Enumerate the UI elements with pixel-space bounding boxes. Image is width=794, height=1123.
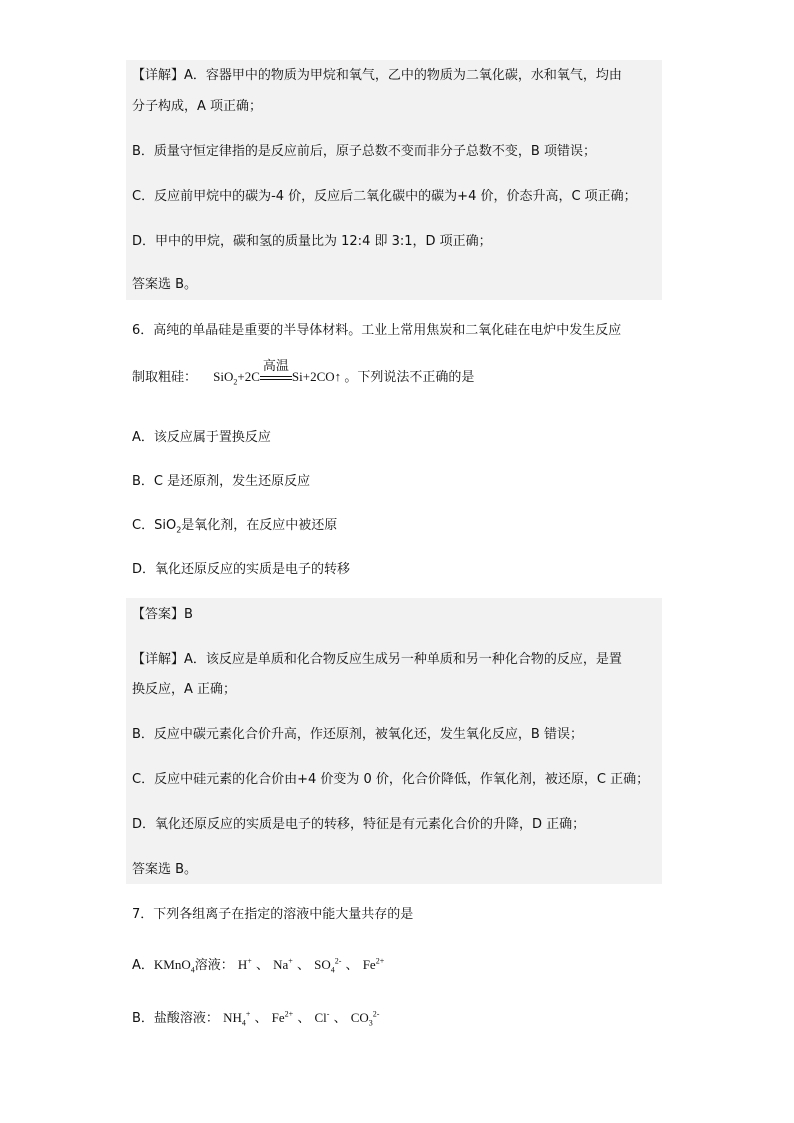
answer6-option-b: B．反应中碳元素化合价升高，作还原剂，被氧化还，发生氧化反应，B 错误； bbox=[132, 727, 583, 742]
q6-reactant-sub: 2 bbox=[233, 377, 238, 387]
ion-cl bbox=[314, 1010, 329, 1025]
ion-so4-sub: 4 bbox=[330, 965, 335, 975]
answer6-line1: 【详解】A．该反应是单质和化合物反应生成另一种单质和另一种化合物的反应，是置 bbox=[132, 652, 622, 667]
answer6-option-d: D．氧化还原反应的实质是电子的转移，特征是有元素化合价的升降，D 正确； bbox=[132, 817, 586, 832]
q7-option-b-label: B．盐酸溶液： bbox=[132, 1011, 219, 1026]
ion-na bbox=[273, 957, 293, 972]
q6-stem-line2 bbox=[132, 358, 475, 388]
q6-option-b: B．C 是还原剂，发生还原反应 bbox=[132, 474, 311, 489]
ion-fe-charge: 2+ bbox=[375, 956, 385, 966]
separator: 、 bbox=[255, 958, 269, 973]
q7-reagent: KMnO bbox=[153, 957, 191, 972]
ion-so4-charge: 2- bbox=[334, 956, 342, 966]
ion-h bbox=[238, 957, 252, 972]
answer6-key: 【答案】B bbox=[132, 607, 193, 622]
q6-reactant: SiO bbox=[213, 369, 234, 384]
explain1-option-d: D．甲中的甲烷，碳和氢的质量比为 12:4 即 3:1，D 项正确； bbox=[132, 234, 492, 249]
q6-option-d: D．氧化还原反应的实质是电子的转移 bbox=[132, 562, 351, 577]
q7-option-a-label: A． bbox=[132, 958, 154, 973]
ion-fe2-charge: 2+ bbox=[284, 1009, 294, 1019]
q6-option-a: A．该反应属于置换反应 bbox=[132, 430, 271, 445]
separator: 、 bbox=[296, 958, 310, 973]
ion-so4 bbox=[314, 956, 342, 975]
ion-fe-symbol: Fe bbox=[362, 957, 376, 972]
explain1-answer: 答案选 B。 bbox=[132, 277, 198, 292]
ion-h-symbol: H bbox=[237, 957, 248, 972]
separator: 、 bbox=[345, 958, 359, 973]
ion-co3-charge: 2- bbox=[372, 1009, 380, 1019]
ion-cl-charge: - bbox=[326, 1009, 330, 1019]
ion-nh4-symbol: NH bbox=[223, 1010, 242, 1025]
ion-co3 bbox=[350, 1009, 380, 1028]
explain1-option-b: B．质量守恒定律指的是反应前后，原子总数不变而非分子总数不变，B 项错误； bbox=[132, 144, 596, 159]
ion-co3-sub: 3 bbox=[368, 1018, 373, 1028]
separator: 、 bbox=[254, 1011, 268, 1026]
ion-fe bbox=[363, 957, 385, 972]
ion-cl-symbol: Cl bbox=[314, 1010, 327, 1025]
q6-option-c-sub: 2 bbox=[176, 525, 182, 535]
q6-option-c bbox=[132, 516, 337, 536]
explain1-option-c: C．反应前甲烷中的碳为-4 价，反应后二氧化碳中的碳为+4 价，价态升高，C 项正确； bbox=[132, 189, 637, 204]
separator: 、 bbox=[297, 1011, 311, 1026]
ion-so4-symbol: SO bbox=[314, 957, 331, 972]
q7-stem: 7．下列各组离子在指定的溶液中能大量共存的是 bbox=[132, 907, 414, 922]
q7-reagent-sub: 4 bbox=[190, 965, 195, 975]
separator: 、 bbox=[333, 1011, 347, 1026]
answer6-line2: 换反应，A 正确； bbox=[132, 682, 237, 697]
explain1-line2: 分子构成，A 项正确； bbox=[132, 99, 263, 114]
q6-equation bbox=[213, 358, 344, 387]
q6-products: Si+2CO↑ bbox=[291, 369, 342, 384]
q6-option-c-post: 是氧化剂，在反应中被还原 bbox=[181, 518, 338, 533]
ion-nh4-charge: + bbox=[245, 1009, 251, 1019]
q7-option-a bbox=[132, 955, 384, 976]
answer6-option-c: C．反应中硅元素的化合价由+4 价变为 0 价，化合价降低，作氧化剂，被还原，C 正确； bbox=[132, 772, 650, 787]
ion-co3-symbol: CO bbox=[350, 1010, 369, 1025]
q6-suffix: 。下列说法不正确的是 bbox=[344, 370, 475, 385]
answer6-answer: 答案选 B。 bbox=[132, 862, 198, 877]
ion-na-charge: + bbox=[288, 956, 293, 966]
explain1-line1: 【详解】A．容器甲中的物质为甲烷和氧气，乙中的物质为二氧化碳，水和氧气，均由 bbox=[132, 68, 622, 83]
q7-solution-label: 溶液： bbox=[194, 958, 234, 973]
ion-nh4-sub: 4 bbox=[241, 1018, 246, 1028]
q6-stem-line1: 6．高纯的单晶硅是重要的半导体材料。工业上常用焦炭和二氧化硅在电炉中发生反应 bbox=[132, 323, 622, 338]
q6-reactant-rest: +2C bbox=[237, 369, 260, 384]
ion-fe2-symbol: Fe bbox=[271, 1010, 285, 1025]
explanation-block-1 bbox=[126, 60, 662, 300]
reaction-condition-arrow bbox=[260, 358, 292, 388]
ion-h-charge: + bbox=[247, 956, 252, 966]
reaction-condition: 高温 bbox=[262, 358, 289, 374]
ion-nh4 bbox=[223, 1009, 251, 1028]
ion-fe2 bbox=[272, 1010, 294, 1025]
ion-na-symbol: Na bbox=[273, 957, 289, 972]
q6-prefix: 制取粗硅： bbox=[132, 370, 198, 385]
q6-option-c-pre: C．SiO bbox=[132, 518, 177, 533]
q7-option-b bbox=[132, 1008, 379, 1029]
